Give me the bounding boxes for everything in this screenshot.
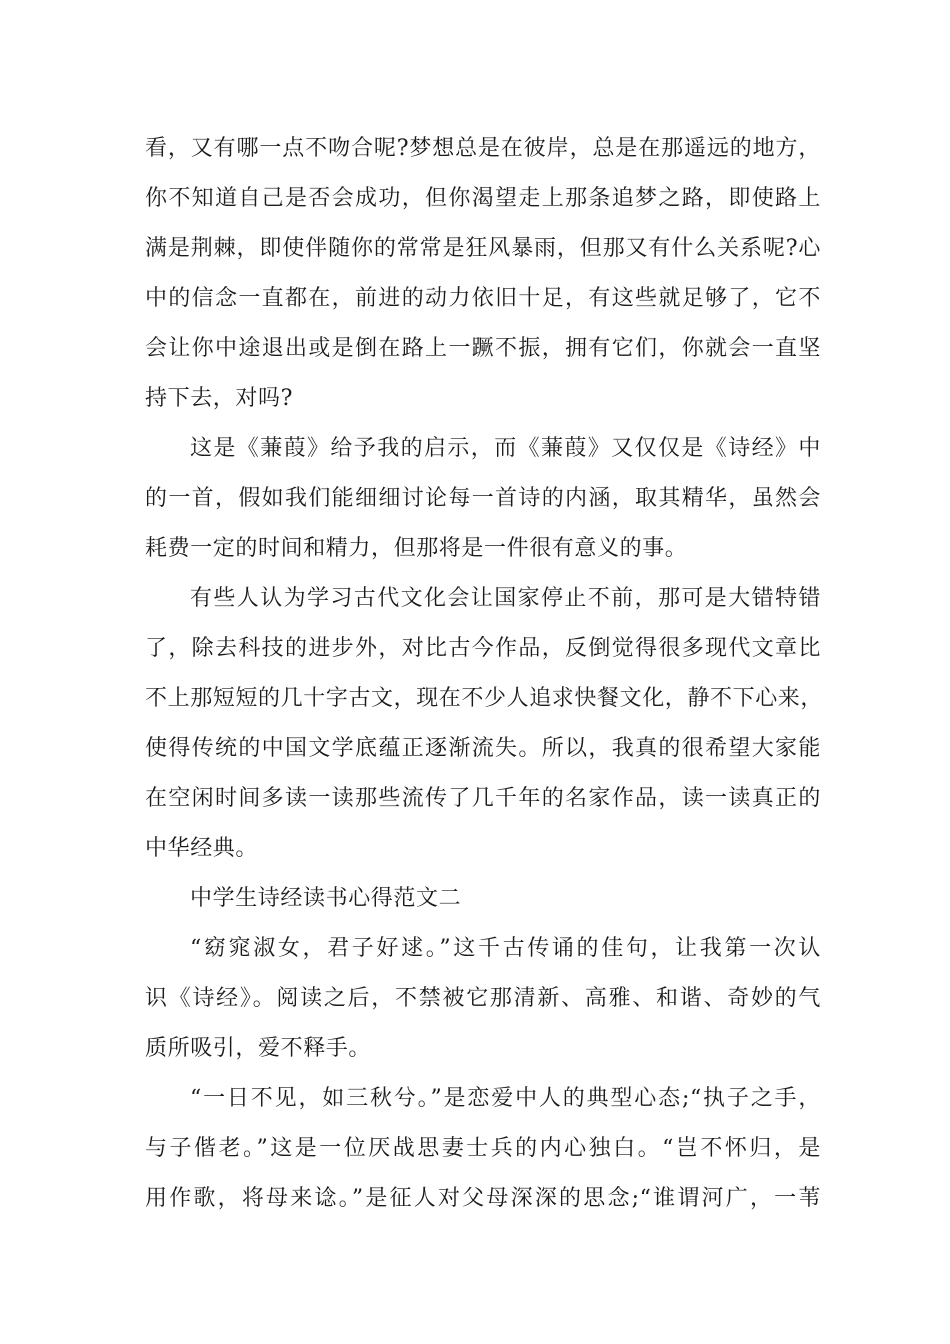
text-line: 不上那短短的几十字古文，现在不少人追求快餐文化，静不下心来， (145, 686, 824, 711)
text-line: “窈窕淑女，君子好逑。”这千古传诵的佳句，让我第一次认 (190, 936, 821, 961)
text-line: 看，又有哪一点不吻合呢?梦想总是在彼岸，总是在那遥远的地方， (145, 136, 821, 161)
text-line: 用作歌，将母来谂。”是征人对父母深深的思念;“谁谓河广，一苇 (145, 1186, 821, 1211)
text-line: “一日不见，如三秋兮。”是恋爱中人的典型心态;“执子之手， (190, 1086, 821, 1111)
text-line: 的一首，假如我们能细细讨论每一首诗的内涵，取其精华，虽然会 (145, 486, 821, 511)
text-line: 这是《蒹葭》给予我的启示，而《蒹葭》又仅仅是《诗经》中 (190, 436, 821, 461)
text-line: 持下去，对吗? (145, 386, 293, 411)
section-heading: 中学生诗经读书心得范文二 (190, 886, 462, 911)
text-line: 在空闲时间多读一读那些流传了几千年的名家作品，读一读真正的 (145, 786, 821, 811)
text-line: 使得传统的中国文学底蕴正逐渐流失。所以，我真的很希望大家能 (145, 736, 821, 761)
text-line: 你不知道自己是否会成功，但你渴望走上那条追梦之路，即使路上 (145, 186, 821, 211)
text-line: 会让你中途退出或是倒在路上一蹶不振，拥有它们，你就会一直坚 (145, 336, 821, 361)
text-line: 有些人认为学习古代文化会让国家停止不前，那可是大错特错 (190, 586, 821, 611)
text-line: 质所吸引，爱不释手。 (145, 1036, 372, 1061)
text-line: 中华经典。 (145, 836, 259, 861)
text-line: 识《诗经》。阅读之后，不禁被它那清新、高雅、和谐、奇妙的气 (145, 986, 821, 1011)
text-line: 中的信念一直都在，前进的动力依旧十足，有这些就足够了，它不 (145, 286, 821, 311)
text-line: 耗费一定的时间和精力，但那将是一件很有意义的事。 (145, 536, 688, 561)
document-body (145, 124, 824, 1224)
text-line: 满是荆棘，即使伴随你的常常是狂风暴雨，但那又有什么关系呢?心 (145, 236, 821, 261)
text-line: 了，除去科技的进步外，对比古今作品，反倒觉得很多现代文章比 (145, 636, 821, 661)
text-line: 与子偕老。”这是一位厌战思妻士兵的内心独白。“岂不怀归，是 (145, 1136, 821, 1161)
